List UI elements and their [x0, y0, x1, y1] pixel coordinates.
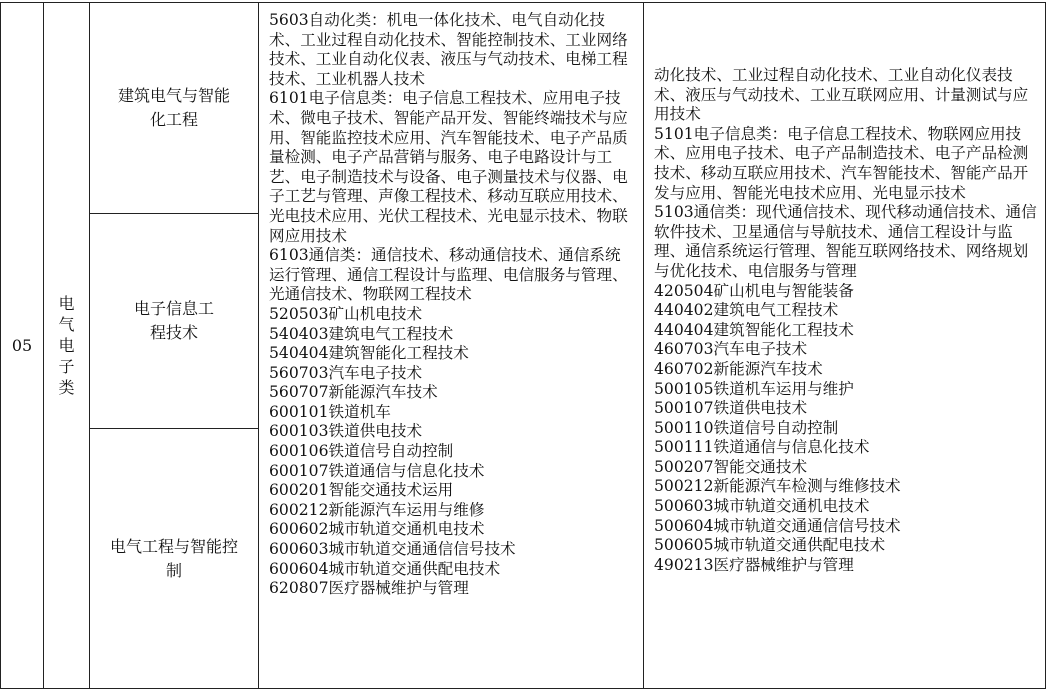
- list-item: 540404建筑智能化工程技术: [269, 344, 469, 363]
- list-item: 6101电子信息类：电子信息工程技术、应用电子技术、微电子技术、智能产品开发、智能终端技术与应用、智能监控技术应用、汽车智能技术、电子产品质量检测、电子产品营销与服务、电子电路设计与工艺、电子制造技术与设备、电子测量技术与仪器、电子工艺与管理、声像工程技术、移动互联应用技术、光电技术应用、光伏工程技术、光电显示技术、物联网应用技术: [269, 89, 628, 245]
- list-item: 490213医疗器械维护与管理: [654, 555, 854, 574]
- list-item: 500603城市轨道交通机电技术: [654, 497, 870, 516]
- list-item: 600103铁道供电技术: [269, 422, 423, 441]
- list-item: 5103通信类：现代通信技术、现代移动通信技术、通信软件技术、卫星通信与导航技术、通信工程设计与监理、通信系统运行管理、智能互联网络技术、网络规划与优化技术、电信服务与管理: [654, 203, 1037, 280]
- list-item: 600201智能交通技术运用: [269, 481, 454, 500]
- list-item: 500107铁道供电技术: [654, 399, 808, 418]
- list-item: 560703汽车电子技术: [269, 363, 423, 382]
- list-item: 560707新能源汽车技术: [269, 383, 438, 402]
- list-item: 5101电子信息类：电子信息工程技术、物联网应用技术、应用电子技术、电子产品制造技术、电子产品检测技术、移动互联应用技术、汽车智能技术、智能产品开发与应用、智能光电技术应用、光电显示技术: [654, 124, 1029, 202]
- major-name: 电气工程与智能控制: [110, 536, 239, 580]
- list-item: 600602城市轨道交通机电技术: [269, 520, 485, 539]
- list-item: 440402建筑电气工程技术: [654, 301, 839, 320]
- list-item: 500105铁道机车运用与维护: [654, 379, 854, 398]
- major-cell: [90, 214, 259, 429]
- list-item: 540403建筑电气工程技术: [269, 324, 454, 343]
- major-cell: [90, 3, 259, 214]
- list-item: 600604城市轨道交通供配电技术: [269, 559, 501, 578]
- list-item: 6103通信类：通信技术、移动通信技术、通信系统运行管理、通信工程设计与监理、电信服务与管理、光通信技术、物联网工程技术: [269, 246, 628, 304]
- category-name: 电气电子类: [58, 294, 75, 397]
- list-item: 500605城市轨道交通供配电技术: [654, 536, 886, 555]
- list-item: 420504矿山机电与智能装备: [654, 281, 854, 300]
- category-code: 05: [11, 336, 33, 355]
- list-item: 动化技术、工业过程自动化技术、工业自动化仪表技术、液压与气动技术、工业互联网应用、计量测试与应用技术: [654, 66, 1029, 124]
- list-item: 440404建筑智能化工程技术: [654, 320, 854, 339]
- category-code-cell: [1, 3, 44, 689]
- table-row: [1, 3, 1046, 214]
- major-name: 建筑电气与智能化工程: [118, 86, 231, 129]
- list-item: 600107铁道通信与信息化技术: [269, 461, 485, 480]
- vocational-list-cell: [259, 3, 644, 689]
- list-item: 600212新能源汽车运用与维修: [269, 500, 485, 519]
- list-item: 600101铁道机车: [269, 402, 391, 421]
- list-item: 460703汽车电子技术: [654, 340, 808, 359]
- higher-vocational-list: [644, 3, 1045, 575]
- list-item: 500111铁道通信与信息化技术: [654, 438, 870, 457]
- list-item: 460702新能源汽车技术: [654, 359, 823, 378]
- list-item: 620807医疗器械维护与管理: [269, 579, 469, 598]
- list-item: 500207智能交通技术: [654, 457, 808, 476]
- category-name-cell: [44, 3, 90, 689]
- major-table: [0, 2, 1046, 689]
- list-item: 600603城市轨道交通通信信号技术: [269, 540, 516, 559]
- list-item: 500212新能源汽车检测与维修技术: [654, 477, 901, 496]
- major-cell: [90, 429, 259, 689]
- major-name: 电子信息工程技术: [134, 299, 215, 342]
- list-item: 520503矿山机电技术: [269, 304, 423, 323]
- list-item: 5603自动化类：机电一体化技术、电气自动化技术、工业过程自动化技术、智能控制技术、工业网络技术、工业自动化仪表、液压与气动技术、电梯工程技术、工业机器人技术: [269, 11, 628, 88]
- list-item: 500604城市轨道交通通信信号技术: [654, 516, 901, 535]
- higher-vocational-list-cell: [644, 3, 1046, 689]
- list-item: 500110铁道信号自动控制: [654, 418, 839, 437]
- vocational-list: [259, 3, 643, 599]
- list-item: 600106铁道信号自动控制: [269, 442, 454, 461]
